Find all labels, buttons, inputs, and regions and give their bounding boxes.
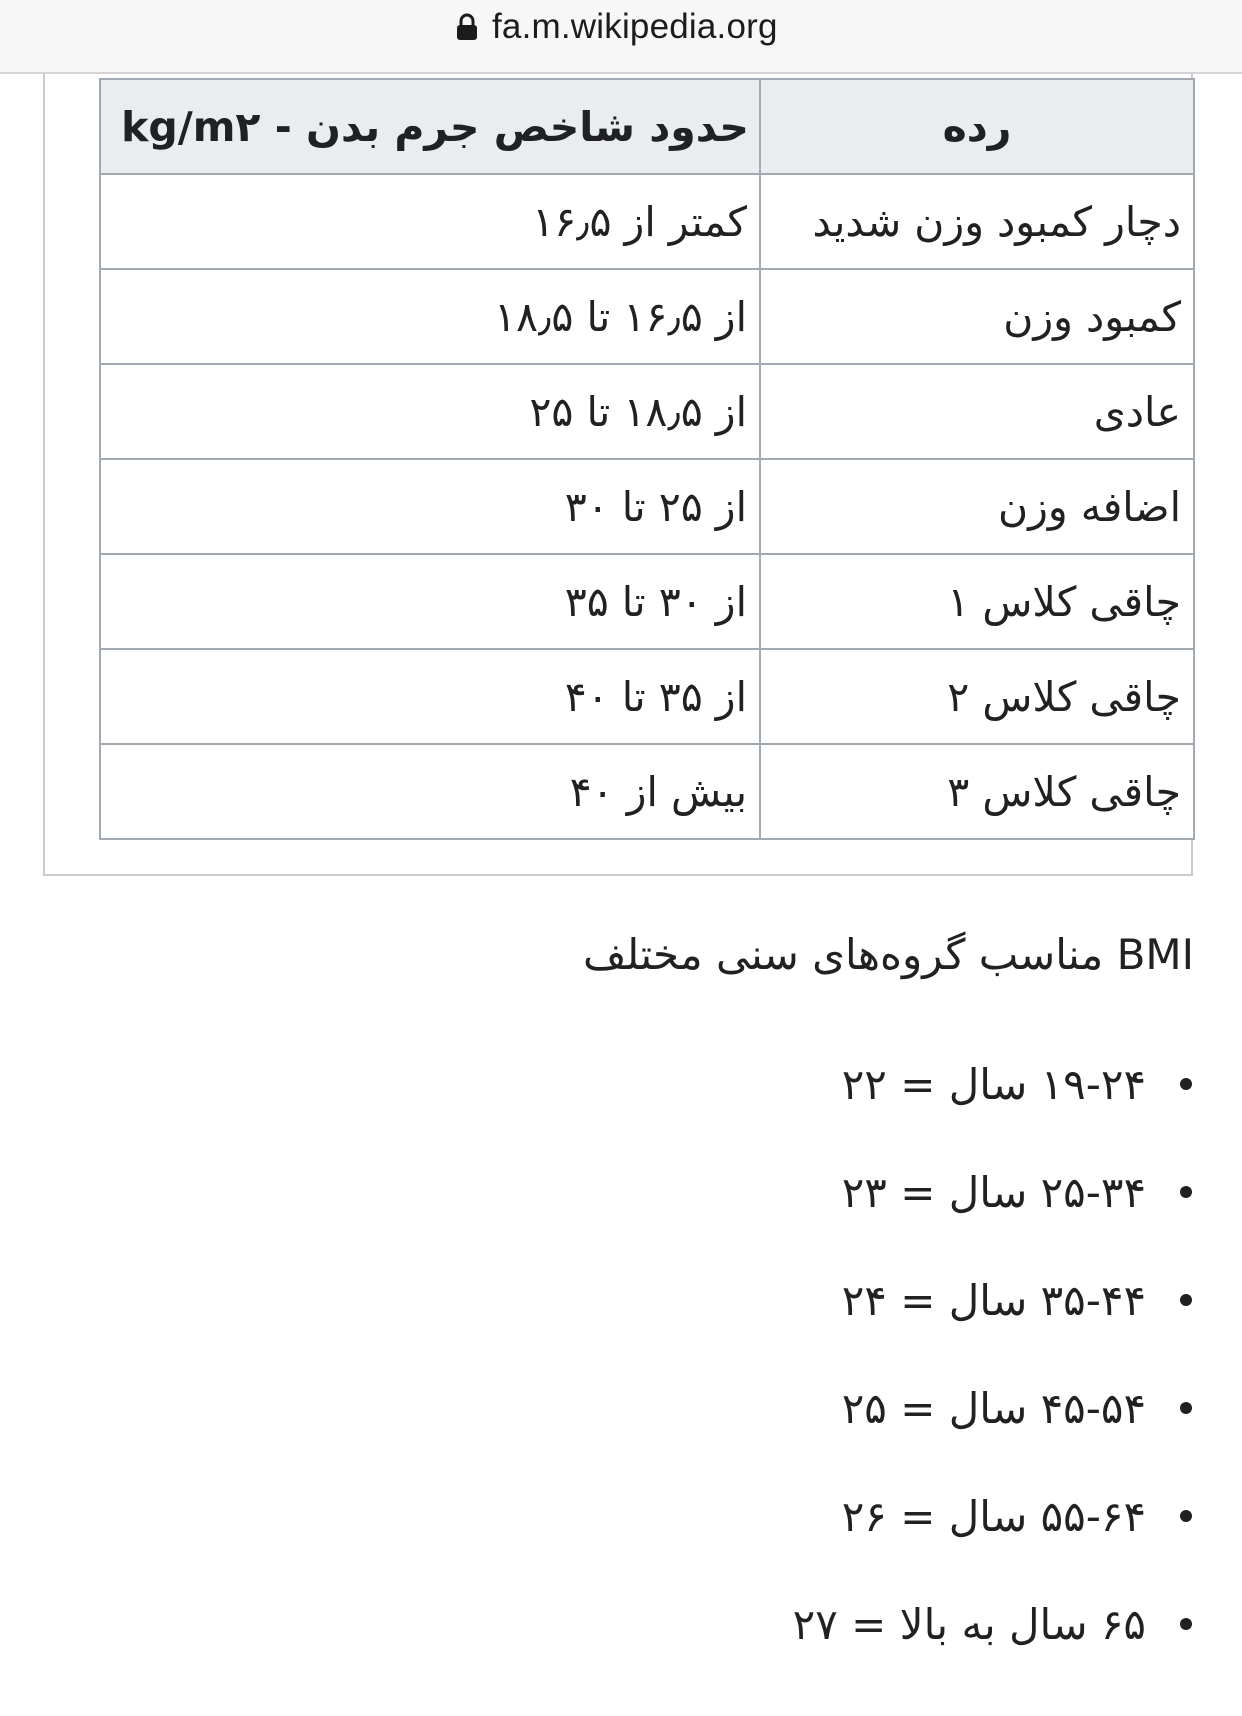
age-group-list <box>793 1030 1194 1678</box>
cell-category: اضافه وزن <box>760 459 1194 554</box>
list-item <box>793 1246 1194 1354</box>
bullet-icon <box>1180 1078 1192 1090</box>
list-item <box>793 1138 1194 1246</box>
bullet-icon <box>1180 1402 1192 1414</box>
cell-range: از ۱۶٫۵ تا ۱۸٫۵ <box>100 269 760 364</box>
table-row <box>100 554 1194 649</box>
cell-category: چاقی کلاس ۳ <box>760 744 1194 839</box>
table-header-row <box>100 79 1194 174</box>
header-category[interactable]: رده <box>760 79 1194 174</box>
list-item <box>793 1462 1194 1570</box>
list-item <box>793 1570 1194 1678</box>
cell-range: از ۲۵ تا ۳۰ <box>100 459 760 554</box>
cell-range: از ۳۵ تا ۴۰ <box>100 649 760 744</box>
table-container <box>43 74 1193 876</box>
bullet-icon <box>1180 1510 1192 1522</box>
bullet-icon <box>1180 1294 1192 1306</box>
cell-category: چاقی کلاس ۱ <box>760 554 1194 649</box>
url-display[interactable] <box>456 2 778 52</box>
header-bmi-range[interactable]: حدود شاخص جرم بدن - kg/m۲ <box>100 79 760 174</box>
table-row <box>100 364 1194 459</box>
list-item <box>793 1030 1194 1138</box>
cell-range: بیش از ۴۰ <box>100 744 760 839</box>
cell-range: از ۳۰ تا ۳۵ <box>100 554 760 649</box>
bmi-table <box>99 78 1195 840</box>
cell-category: کمبود وزن <box>760 269 1194 364</box>
table-row <box>100 744 1194 839</box>
cell-range: کمتر از ۱۶٫۵ <box>100 174 760 269</box>
list-item-text: ۴۵-۵۴ سال = ۲۵ <box>841 1383 1146 1433</box>
cell-category: دچار کمبود وزن شدید <box>760 174 1194 269</box>
cell-range: از ۱۸٫۵ تا ۲۵ <box>100 364 760 459</box>
browser-url-bar[interactable] <box>0 0 1242 74</box>
section-paragraph: BMI مناسب گروه‌های سنی مختلف <box>582 930 1194 979</box>
list-item-text: ۳۵-۴۴ سال = ۲۴ <box>841 1275 1146 1325</box>
list-item <box>793 1354 1194 1462</box>
lock-icon <box>456 13 478 41</box>
table-row <box>100 649 1194 744</box>
bullet-icon <box>1180 1186 1192 1198</box>
list-item-text: ۶۵ سال به بالا = ۲۷ <box>792 1599 1146 1649</box>
bullet-icon <box>1180 1618 1192 1630</box>
list-item-text: ۵۵-۶۴ سال = ۲۶ <box>841 1491 1146 1541</box>
table-row <box>100 174 1194 269</box>
list-item-text: ۲۵-۳۴ سال = ۲۳ <box>841 1167 1146 1217</box>
table-row <box>100 459 1194 554</box>
table-row <box>100 269 1194 364</box>
list-item-text: ۱۹-۲۴ سال = ۲۲ <box>841 1059 1146 1109</box>
url-text: fa.m.wikipedia.org <box>492 7 778 46</box>
cell-category: چاقی کلاس ۲ <box>760 649 1194 744</box>
cell-category: عادی <box>760 364 1194 459</box>
